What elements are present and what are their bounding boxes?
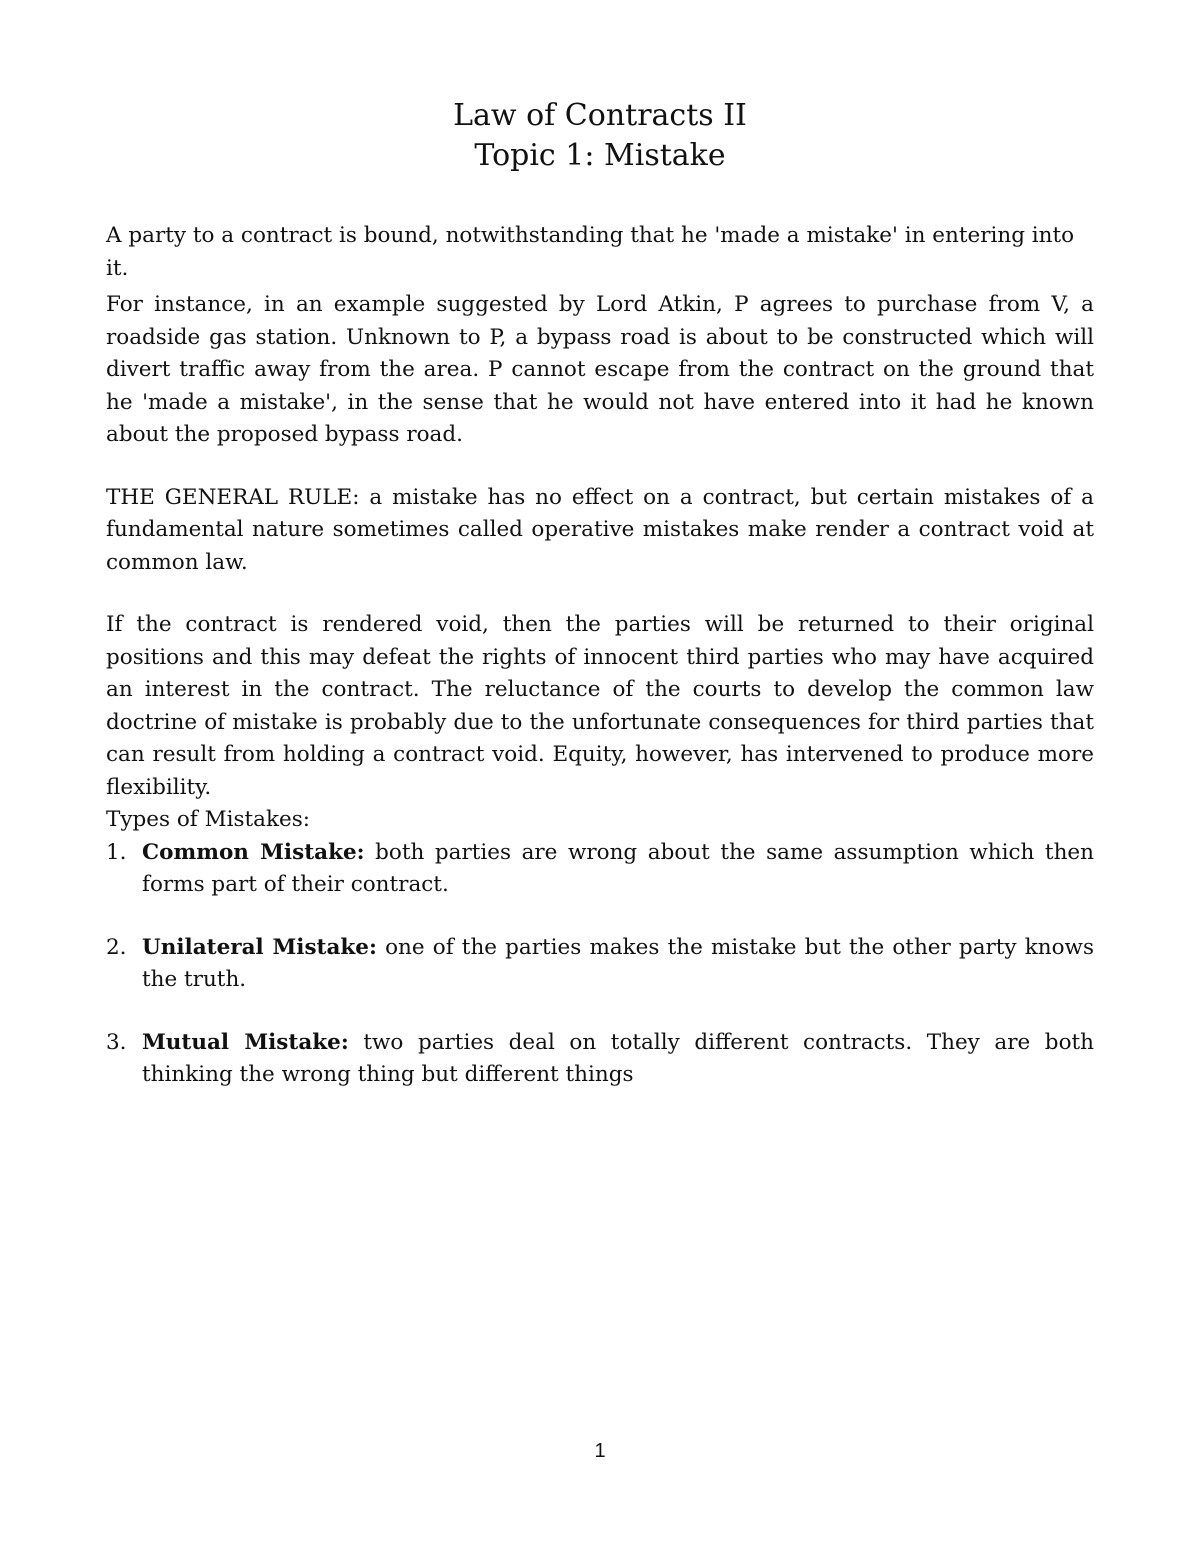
types-heading: Types of Mistakes:: [106, 807, 310, 832]
document-body: [106, 220, 1094, 1092]
general-rule-paragraph: THE GENERAL RULE: a mistake has no effect on a contract, but certain mistakes of a fundamental nature sometimes called operative mistakes make render a contract void at common law.: [106, 484, 1094, 575]
list-text: both parties are wrong about the same assumption which then forms part of their contract.: [142, 839, 1094, 897]
list-item: [106, 837, 1094, 902]
list-number: 3.: [106, 1029, 127, 1055]
document-title: Law of Contracts II: [453, 98, 747, 133]
list-term: Common Mistake:: [142, 839, 365, 865]
void-effect-paragraph: If the contract is rendered void, then the parties will be returned to their original positions and this may defeat the rights of innocent third parties who may have acquired an interest in the contract. The reluctance of the courts to develop the common law doctrine of mistake is probably due to the unfortunate consequences for third parties that can result from holding a contract void. Equity, however, has intervened to produce more flexibility.: [106, 612, 1094, 800]
list-text: one of the parties makes the mistake but the other party knows the truth.: [142, 934, 1094, 992]
list-number: 1.: [106, 839, 127, 865]
list-item: [106, 1027, 1094, 1092]
intro-paragraph: A party to a contract is bound, notwithstanding that he 'made a mistake' in entering into it.: [106, 223, 1075, 281]
list-number: 2.: [106, 934, 127, 960]
page-number: 1: [594, 1440, 606, 1462]
example-paragraph: For instance, in an example suggested by Lord Atkin, P agrees to purchase from V, a roadside gas station. Unknown to P, a bypass road is about to be constructed which will divert traffic away from the area. P cannot escape from the contract on the ground that he 'made a mistake', in the sense that he would not have entered into it had he known about the proposed bypass road.: [106, 292, 1094, 447]
list-term: Mutual Mistake:: [142, 1029, 349, 1055]
title-block: [0, 96, 1200, 176]
types-list: [106, 837, 1094, 1092]
document-subtitle: Topic 1: Mistake: [474, 138, 726, 173]
list-item: [106, 932, 1094, 997]
list-term: Unilateral Mistake:: [142, 934, 377, 960]
list-text: two parties deal on totally different contracts. They are both thinking the wrong thing but different things: [142, 1029, 1094, 1087]
